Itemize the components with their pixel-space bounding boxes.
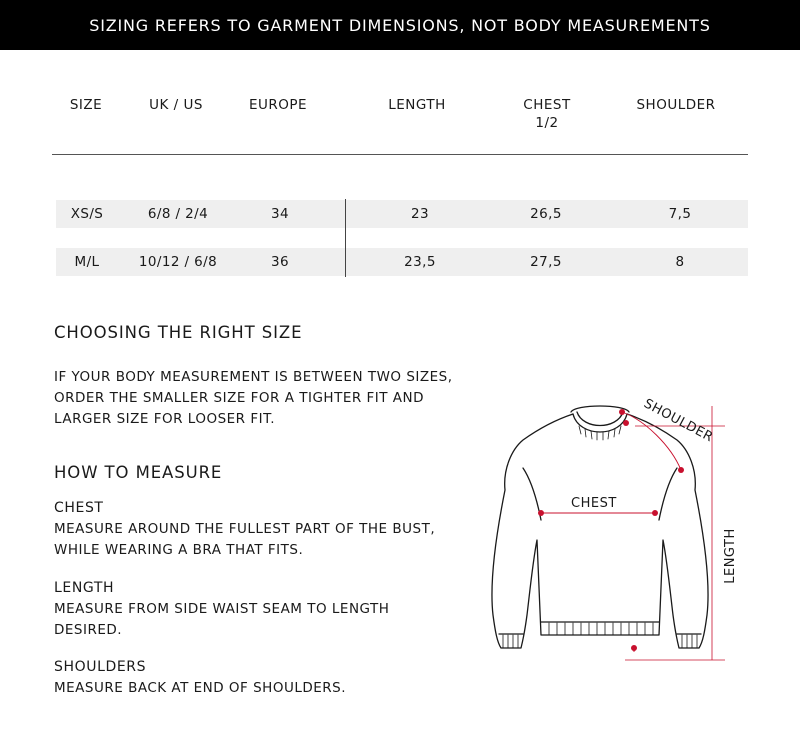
cell-size: M/L xyxy=(74,254,100,270)
hem-marker xyxy=(631,645,637,651)
shoulders-text xyxy=(54,678,474,699)
chest-label: CHEST xyxy=(571,496,617,511)
sweater-measurement-illustration xyxy=(475,390,775,680)
cell-shoulder: 7,5 xyxy=(668,206,692,222)
length-line: DESIRED. xyxy=(54,622,123,638)
cell-chest: 26,5 xyxy=(530,206,562,222)
choosing-line: ORDER THE SMALLER SIZE FOR A TIGHTER FIT AND xyxy=(54,390,425,406)
cell-length: 23,5 xyxy=(404,254,436,270)
chest-marker-right xyxy=(652,510,658,516)
length-text xyxy=(54,599,474,641)
length-line: MEASURE FROM SIDE WAIST SEAM TO LENGTH xyxy=(54,601,390,617)
header-shoulder: SHOULDER xyxy=(636,97,716,113)
shoulders-line: MEASURE BACK AT END OF SHOULDERS. xyxy=(54,680,347,696)
how-to-measure-title: HOW TO MEASURE xyxy=(54,463,223,482)
cell-europe: 36 xyxy=(271,254,289,270)
cell-europe: 34 xyxy=(271,206,289,222)
choosing-line: LARGER SIZE FOR LOOSER FIT. xyxy=(54,411,276,427)
chest-line: WHILE WEARING A BRA THAT FITS. xyxy=(54,542,304,558)
chest-line: MEASURE AROUND THE FULLEST PART OF THE BUST, xyxy=(54,521,436,537)
collar-marker xyxy=(623,420,629,426)
chest-marker-left xyxy=(538,510,544,516)
shoulder-marker-top xyxy=(619,409,625,415)
length-title: LENGTH xyxy=(54,580,115,596)
chest-title: CHEST xyxy=(54,500,104,516)
shoulder-marker-end xyxy=(678,467,684,473)
header-size: SIZE xyxy=(69,97,103,113)
shoulder-label: SHOULDER xyxy=(641,396,716,446)
cell-length: 23 xyxy=(411,206,429,222)
header-chest-line1: CHEST xyxy=(523,97,571,113)
header-europe: EUROPE xyxy=(248,97,308,113)
header-chest-line2: 1/2 xyxy=(535,115,559,131)
header-length: LENGTH xyxy=(388,97,446,113)
chest-text xyxy=(54,519,474,561)
header-uk-us: UK / US xyxy=(149,97,203,113)
choosing-line: IF YOUR BODY MEASUREMENT IS BETWEEN TWO SIZES, xyxy=(54,369,453,385)
cell-size: XS/S xyxy=(70,206,104,222)
header-divider xyxy=(52,154,748,155)
table-vertical-divider xyxy=(345,199,346,277)
banner-heading: SIZING REFERS TO GARMENT DIMENSIONS, NOT BODY MEASUREMENTS xyxy=(0,0,800,50)
cell-shoulder: 8 xyxy=(675,254,685,270)
length-label: LENGTH xyxy=(723,528,738,584)
header-chest xyxy=(510,96,584,132)
choosing-text xyxy=(54,367,474,430)
cell-uk-us: 10/12 / 6/8 xyxy=(138,254,218,270)
shoulders-title: SHOULDERS xyxy=(54,659,147,675)
cell-chest: 27,5 xyxy=(530,254,562,270)
cell-uk-us: 6/8 / 2/4 xyxy=(147,206,209,222)
choosing-title: CHOOSING THE RIGHT SIZE xyxy=(54,323,303,342)
